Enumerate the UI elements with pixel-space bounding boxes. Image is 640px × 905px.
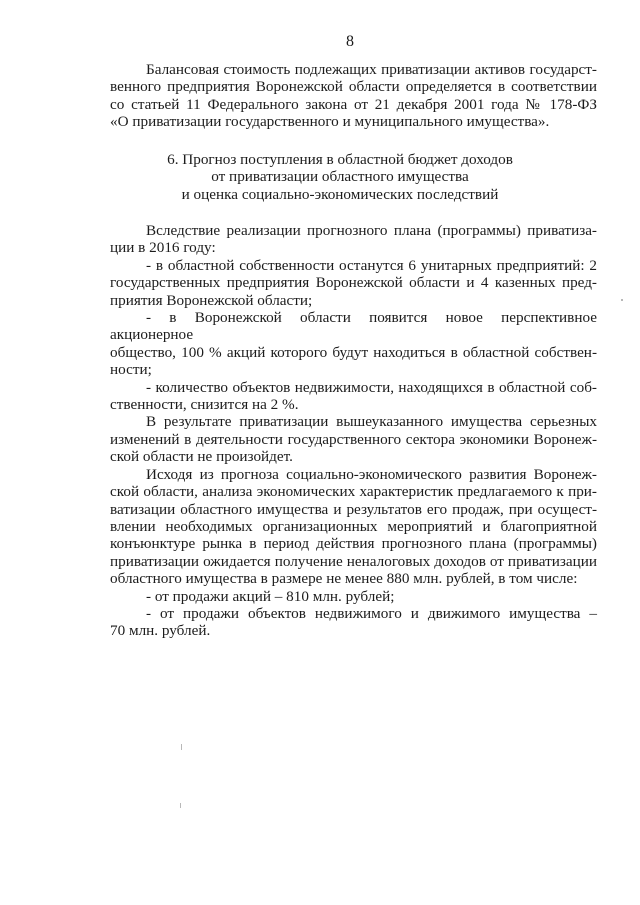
text-line: ности; — [110, 361, 152, 379]
text-line: венного предприятия Воронежской области определяется в соответствии — [110, 78, 597, 96]
text-line: ватизации областного имущества и результатов его продаж, при осущест- — [110, 500, 597, 518]
text-line: В результате приватизации вышеуказанного имущества серьезных — [146, 413, 597, 431]
text-line: - от продажи объектов недвижимого и движимого имущества – — [146, 604, 597, 622]
text-line: ственности, снизится на 2 %. — [110, 396, 299, 414]
text-line: изменений в деятельности государственного сектора экономики Воронеж- — [110, 430, 597, 448]
text-line: приватизации ожидается получение неналоговых доходов от приватизации — [110, 552, 597, 570]
body-text — [110, 222, 597, 640]
scan-speck — [621, 299, 623, 301]
text-line: 70 млн. рублей. — [110, 622, 211, 640]
scan-speck — [181, 744, 182, 750]
section-heading — [140, 151, 540, 203]
text-line: влении необходимых организационных мероприятий и благоприятной — [110, 517, 597, 535]
list-item-joint-stock-company — [110, 309, 597, 379]
text-line: - в областной собственности останутся 6 унитарных предприятий: 2 — [146, 256, 597, 274]
text-line: общество, 100 % акций которого будут находиться в областной собствен- — [110, 343, 597, 361]
heading-line: от приватизации областного имущества — [211, 168, 469, 186]
text-line: Балансовая стоимость подлежащих приватизации активов государст- — [146, 61, 597, 78]
text-line: конъюнктуре рынка в период действия прогнозного плана (программы) — [110, 535, 597, 553]
text-line: ской области не произойдет. — [110, 448, 293, 466]
text-line: приятия Воронежской области; — [110, 291, 313, 309]
text-line: - от продажи акций – 810 млн. рублей; — [146, 587, 395, 605]
text-line: ции в 2016 году: — [110, 239, 216, 257]
text-line: ской области, анализа экономических характеристик предлагаемого к при- — [110, 483, 597, 501]
paragraph-revenue-forecast — [110, 466, 597, 588]
paragraph-forecast-intro — [110, 222, 597, 257]
text-line: Вследствие реализации прогнозного плана (программы) приватиза- — [146, 222, 597, 239]
list-item-unitary-enterprises — [110, 257, 597, 309]
scan-speck — [180, 803, 181, 808]
page-number: 8 — [346, 33, 354, 50]
paragraph-no-changes — [110, 413, 597, 465]
heading-line: и оценка социально-экономических последствий — [181, 185, 499, 203]
list-item-real-estate — [110, 379, 597, 414]
text-line: «О приватизации государственного и муниципального имущества». — [110, 113, 550, 131]
text-line: со статьей 11 Федерального закона от 21 декабря 2001 года № 178-ФЗ — [110, 95, 597, 113]
text-line: Исходя из прогноза социально-экономического развития Воронеж- — [146, 465, 597, 483]
heading-line: 6. Прогноз поступления в областной бюджет доходов — [167, 151, 513, 168]
intro-paragraph — [110, 61, 597, 131]
text-line: - количество объектов недвижимости, находящихся в областной соб- — [146, 378, 597, 396]
list-item-shares-sale — [110, 588, 597, 605]
text-line: государственных предприятия Воронежской области и 4 казенных пред- — [110, 274, 597, 292]
text-line: - в Воронежской области появится новое перспективное акционерное — [110, 309, 597, 344]
text-line: областного имущества в размере не менее 880 млн. рублей, в том числе: — [110, 570, 578, 588]
list-item-property-sale — [110, 605, 597, 640]
